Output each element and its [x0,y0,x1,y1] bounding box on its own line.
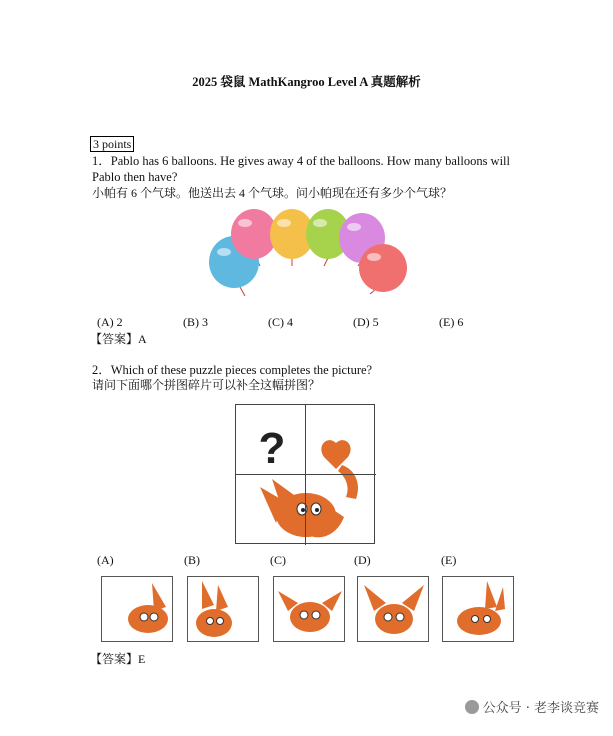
q2-piece-c [273,576,345,642]
watermark-text: 公众号 · 老李谈竞赛 [482,701,599,716]
page-title: 2025 袋鼠 MathKangroo Level A 真题解析 [192,75,421,89]
puzzle-grid [235,404,375,544]
q1-text-zh: 小帕有 6 个气球。他送出去 4 个气球。问小帕现在还有多少个气球？ [92,186,453,200]
q1-answer: 【答案】A [90,332,147,346]
q2-piece-e [442,576,514,642]
q2-text-zh: 请问下面哪个拼图碎片可以补全这幅拼图？ [92,378,321,392]
q1-choice-d: (D) 5 [353,315,379,329]
q1-text-en-line2: Pablo then have? [92,170,178,184]
balloon-red [359,244,407,292]
q2-piece-b [187,576,259,642]
q1-choice-a: (A) 2 [97,315,123,329]
q2-answer: 【答案】E [90,652,146,666]
q2-text-en: 2．Which of these puzzle pieces completes the picture? [92,363,373,377]
points-label: 3 points [90,136,134,152]
question-mark: ? [258,424,286,473]
q2-choice-e-label: (E) [441,553,457,567]
balloons-illustration [200,206,420,302]
watermark [465,697,599,716]
q2-piece-a [101,576,173,642]
wechat-icon [465,700,479,714]
q1-choice-e: (E) 6 [439,315,464,329]
q2-choice-b-label: (B) [184,553,200,567]
q1-text-en-line1: 1．Pablo has 6 balloons. He gives away 4 of the balloons. How many balloons will [92,154,510,168]
q1-choice-c: (C) 4 [268,315,293,329]
q2-choice-a-label: (A) [97,553,114,567]
q2-choice-c-label: (C) [270,553,286,567]
q2-piece-d [357,576,429,642]
q1-choice-b: (B) 3 [183,315,208,329]
q2-choice-d-label: (D) [354,553,371,567]
